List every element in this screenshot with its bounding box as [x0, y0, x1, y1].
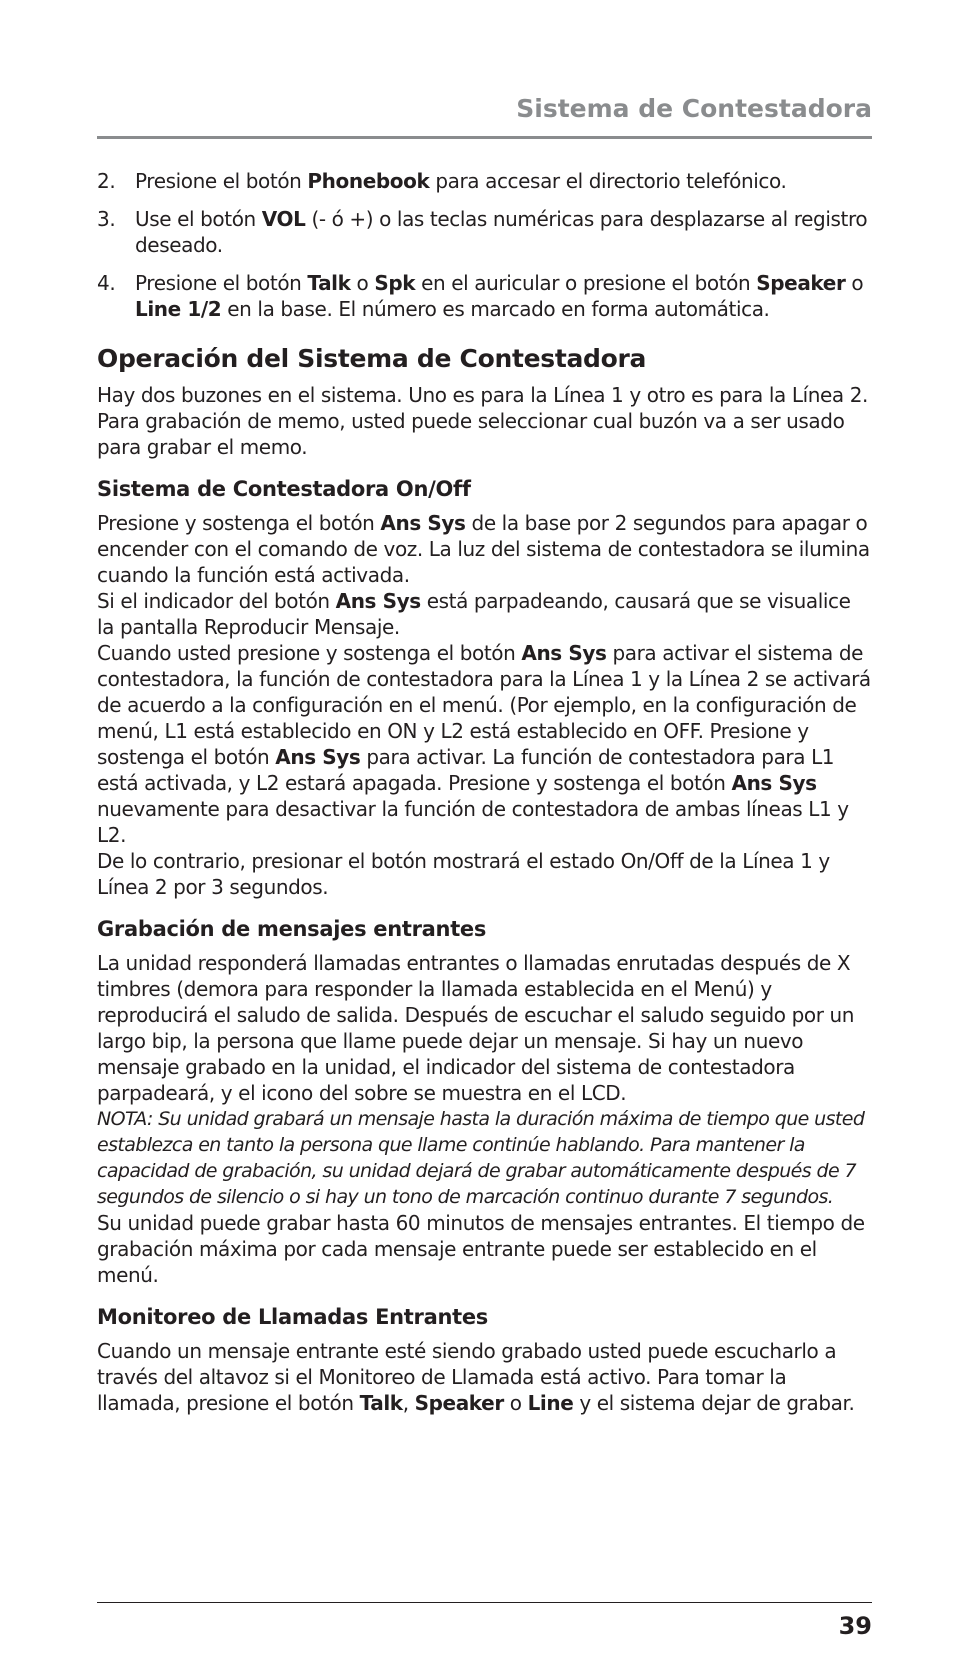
list-item-text [135, 168, 872, 194]
text-run: Si el indicador del botón [97, 589, 336, 613]
text-run: en el auricular o presione el botón [415, 271, 757, 295]
page-header-title: Sistema de Contestadora [516, 94, 872, 123]
bold-term: VOL [261, 207, 306, 231]
text-run: (- ó +) o las teclas numéricas para desplazarse al registro deseado. [135, 207, 868, 257]
list-item-text [135, 270, 872, 322]
bold-term: Line 1/2 [135, 297, 222, 321]
text-run: Cuando un mensaje entrante esté siendo grabado usted puede escucharlo a través del altavoz si el Monitoreo de Llamada está activo. Para tomar la llamada, presione el botón [97, 1339, 837, 1415]
bold-term: Phonebook [307, 169, 430, 193]
bold-term: Talk [307, 271, 351, 295]
body-paragraph [97, 950, 872, 1106]
list-item-number: 2. [97, 169, 116, 193]
text-run: o [845, 271, 864, 295]
text-run: en la base. El número es marcado en forma automática. [221, 297, 770, 321]
text-run: NOTA: Su unidad grabará un mensaje hasta la duración máxima de tiempo que usted establezca en tanto la persona que llame continúe hablando. Para mantener la capacidad de grabación, su unidad dejará de grabar automáticamente después de 7 segundos de silencio o si hay un tono de marcación continuo durante 7 segundos. [97, 1108, 865, 1208]
text-run: Su unidad puede grabar hasta 60 minutos de mensajes entrantes. El tiempo de grabación máxima por cada mensaje entrante puede ser establecido en el menú. [97, 1211, 865, 1287]
text-run: Presione y sostenga el botón [97, 511, 381, 535]
text-run: Cuando usted presione y sostenga el botón [97, 641, 522, 665]
text-run: para activar el sistema de contestadora, la función de contestadora para la Línea 1 y la Línea 2 se activará de acuerdo a la configuración en el menú. (Por ejemplo, en la configuración de menú, L1 está establecido en ON y L2 está establecido en OFF. Presione y sostenga el botón [97, 641, 871, 769]
bold-term: Speaker [756, 271, 846, 295]
body-paragraph [97, 588, 872, 640]
subsection-heading: Monitoreo de Llamadas Entrantes [97, 1305, 488, 1329]
bold-term: Talk [359, 1391, 403, 1415]
text-run: nuevamente para desactivar la función de contestadora de ambas líneas L1 y L2. [97, 797, 849, 847]
body-paragraph [97, 1338, 872, 1416]
text-run: está parpadeando, causará que se visualice la pantalla Reproducir Mensaje. [97, 589, 851, 639]
bold-term: Speaker [414, 1391, 504, 1415]
text-run: De lo contrario, presionar el botón mostrará el estado On/Off de la Línea 1 y Línea 2 por 3 segundos. [97, 849, 830, 899]
list-item [97, 206, 872, 258]
body-paragraph [97, 640, 872, 848]
text-run: o [503, 1391, 528, 1415]
bold-term: Ans Sys [275, 745, 361, 769]
header-rule [97, 136, 872, 139]
text-run: Para grabación de memo, usted puede seleccionar cual buzón va a ser usado para grabar el memo. [97, 409, 845, 459]
body-paragraph [97, 510, 872, 588]
text-run: , [402, 1391, 415, 1415]
text-run: para activar. La función de contestadora para L1 está activada, y L2 estará apagada. Presione y sostenga el botón [97, 745, 835, 795]
page-number: 39 [838, 1612, 872, 1640]
body-paragraph [97, 848, 872, 900]
text-run: para accesar el directorio telefónico. [429, 169, 787, 193]
subsection-heading: Grabación de mensajes entrantes [97, 917, 487, 941]
bold-term: Ans Sys [731, 771, 817, 795]
body-paragraph [97, 382, 872, 408]
body-sections [97, 344, 872, 1416]
body-paragraph [97, 1210, 872, 1288]
text-run: Hay dos buzones en el sistema. Uno es para la Línea 1 y otro es para la Línea 2. [97, 383, 868, 407]
list-item-number: 4. [97, 271, 116, 295]
list-item-text [135, 206, 872, 258]
bold-term: Spk [374, 271, 416, 295]
bold-term: Ans Sys [380, 511, 466, 535]
text-run: Presione el botón [135, 169, 308, 193]
note-paragraph [97, 1106, 872, 1210]
text-run: o [350, 271, 375, 295]
bold-term: Ans Sys [521, 641, 607, 665]
list-item [97, 270, 872, 322]
list-item [97, 168, 872, 194]
section-heading: Operación del Sistema de Contestadora [97, 344, 647, 373]
text-run: y el sistema dejar de grabar. [573, 1391, 855, 1415]
page-content [97, 168, 872, 1416]
subsection-heading: Sistema de Contestadora On/Off [97, 477, 471, 501]
list-item-number: 3. [97, 207, 116, 231]
text-run: Presione el botón [135, 271, 308, 295]
text-run: La unidad responderá llamadas entrantes o llamadas enrutadas después de X timbres (demora para responder la llamada establecida en el Menú) y reproducirá el saludo de salida. Después de escuchar el saludo seguido por un largo bip, la persona que llame puede dejar un mensaje. Si hay un nuevo mensaje grabado en la unidad, el indicador del sistema de contestadora parpadeará, y el icono del sobre se muestra en el LCD. [97, 951, 855, 1105]
text-run: de la base por 2 segundos para apagar o encender con el comando de voz. La luz del sistema de contestadora se ilumina cuando la función está activada. [97, 511, 870, 587]
footer-rule [97, 1602, 872, 1603]
body-paragraph [97, 408, 872, 460]
text-run: Use el botón [135, 207, 262, 231]
bold-term: Line [527, 1391, 574, 1415]
numbered-steps-list [97, 168, 872, 322]
bold-term: Ans Sys [335, 589, 421, 613]
